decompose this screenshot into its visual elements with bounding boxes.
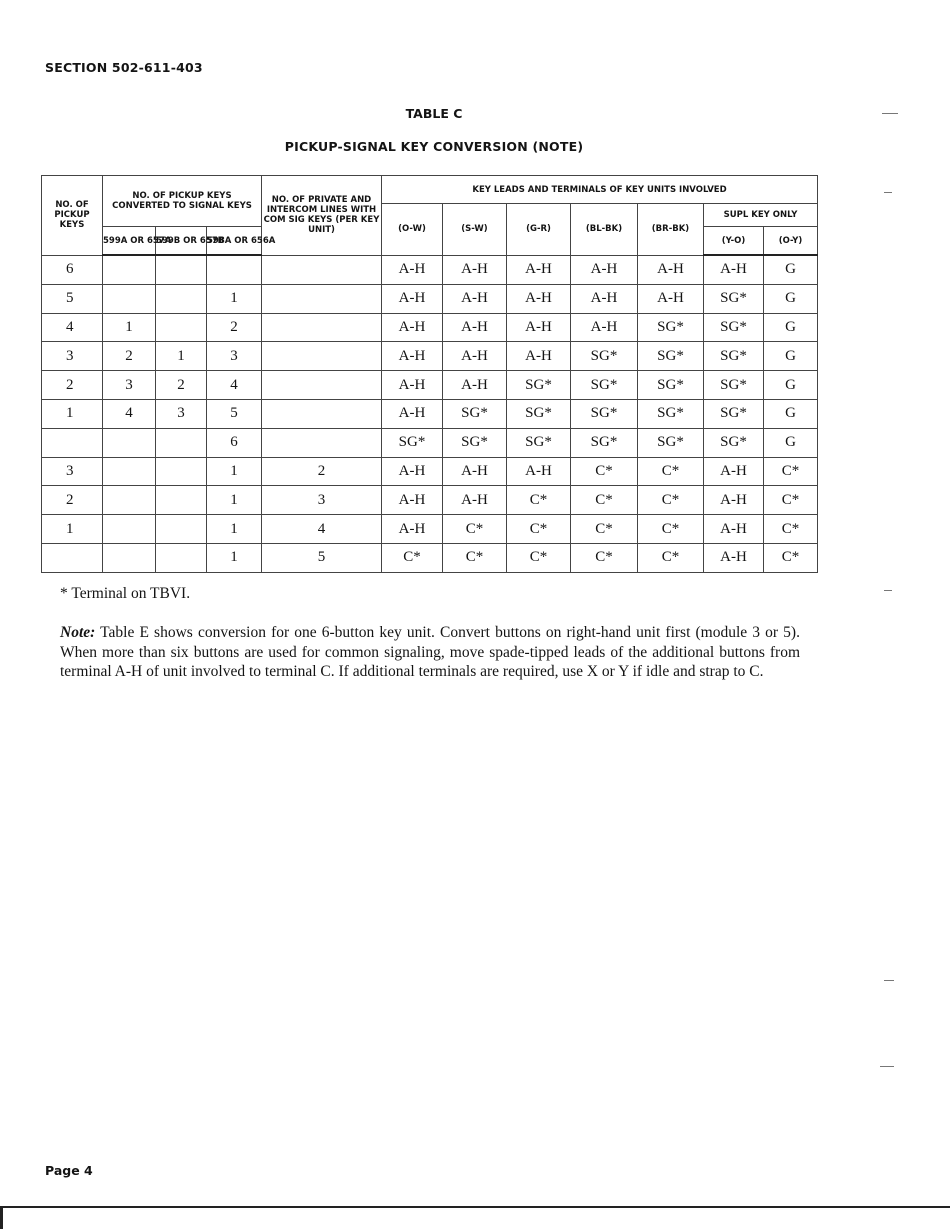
table-cell: 4: [103, 399, 156, 428]
table-cell: SG*: [443, 428, 507, 457]
corner-mark: [0, 1208, 3, 1229]
table-cell: C*: [382, 543, 443, 572]
header-599a-657a: 599A OR 657A: [103, 227, 156, 256]
table-cell: 6: [207, 428, 262, 457]
table-cell: G: [764, 313, 818, 342]
table-cell: C*: [571, 486, 638, 515]
table-cell: 5: [42, 284, 103, 313]
table-cell: [262, 399, 382, 428]
table-cell: [262, 284, 382, 313]
header-supl-key-only: SUPL KEY ONLY: [704, 204, 818, 227]
header-sw: (S-W): [443, 204, 507, 256]
table-body: [42, 255, 818, 572]
table-cell: C*: [443, 543, 507, 572]
table-cell: SG*: [638, 371, 704, 400]
table-cell: 3: [262, 486, 382, 515]
table-cell: [103, 457, 156, 486]
table-cell: SG*: [704, 399, 764, 428]
table-row: [42, 543, 818, 572]
header-599b-657b: 599B OR 657B: [156, 227, 207, 256]
table-cell: 3: [103, 371, 156, 400]
table-cell: 4: [262, 515, 382, 544]
table-cell: [103, 284, 156, 313]
table-cell: SG*: [443, 399, 507, 428]
table-cell: A-H: [507, 255, 571, 284]
table-cell: A-H: [443, 313, 507, 342]
table-cell: [42, 543, 103, 572]
table-cell: [156, 284, 207, 313]
table-cell: SG*: [571, 428, 638, 457]
margin-mark: [884, 590, 892, 591]
table-cell: [103, 486, 156, 515]
table-cell: A-H: [704, 515, 764, 544]
table-cell: G: [764, 342, 818, 371]
table-cell: A-H: [638, 255, 704, 284]
table-cell: C*: [764, 543, 818, 572]
table-cell: SG*: [704, 371, 764, 400]
table-cell: A-H: [507, 457, 571, 486]
table-cell: SG*: [507, 371, 571, 400]
table-cell: A-H: [382, 515, 443, 544]
table-cell: [103, 428, 156, 457]
table-cell: [262, 371, 382, 400]
table-row: [42, 486, 818, 515]
table-cell: SG*: [638, 342, 704, 371]
footnote: * Terminal on TBVI.: [60, 585, 191, 602]
margin-mark: [882, 113, 898, 114]
table-row: [42, 284, 818, 313]
table-row: [42, 255, 818, 284]
table-cell: C*: [638, 543, 704, 572]
table-cell: C*: [507, 486, 571, 515]
table-cell: SG*: [638, 399, 704, 428]
table-cell: 5: [262, 543, 382, 572]
table-cell: A-H: [382, 486, 443, 515]
table-cell: C*: [764, 486, 818, 515]
header-yo: (Y-O): [704, 227, 764, 256]
table-cell: SG*: [571, 371, 638, 400]
table-cell: [262, 313, 382, 342]
header-598a-656a: 598A OR 656A: [207, 227, 262, 256]
table-subtitle: PICKUP-SIGNAL KEY CONVERSION (NOTE): [284, 139, 584, 154]
table-cell: A-H: [704, 457, 764, 486]
table-cell: SG*: [704, 342, 764, 371]
table-cell: G: [764, 428, 818, 457]
table-cell: [42, 428, 103, 457]
table-cell: [156, 515, 207, 544]
table-cell: 1: [207, 515, 262, 544]
header-private-intercom-lines: NO. OF PRIVATE AND INTERCOM LINES WITH COM SIG KEYS (PER KEY UNIT): [262, 176, 382, 256]
bottom-rule: [0, 1206, 950, 1208]
table-row: [42, 371, 818, 400]
table-cell: A-H: [507, 342, 571, 371]
page-number: Page 4: [45, 1163, 93, 1178]
table-cell: A-H: [638, 284, 704, 313]
table-cell: [262, 255, 382, 284]
table-cell: A-H: [571, 255, 638, 284]
table-cell: SG*: [704, 428, 764, 457]
margin-mark: [884, 980, 894, 981]
table-cell: C*: [571, 457, 638, 486]
table-cell: 1: [207, 284, 262, 313]
table-cell: A-H: [382, 399, 443, 428]
table-cell: C*: [571, 515, 638, 544]
table-cell: SG*: [571, 399, 638, 428]
table-cell: 3: [156, 399, 207, 428]
table-cell: [156, 428, 207, 457]
table-cell: SG*: [571, 342, 638, 371]
table-cell: A-H: [443, 371, 507, 400]
table-cell: G: [764, 255, 818, 284]
table-cell: A-H: [443, 284, 507, 313]
table-cell: SG*: [638, 428, 704, 457]
table-cell: 3: [42, 457, 103, 486]
table-cell: 3: [42, 342, 103, 371]
table-cell: A-H: [382, 255, 443, 284]
table-cell: [156, 543, 207, 572]
header-no-of-pickup-keys: NO. OF PICKUP KEYS: [42, 176, 103, 256]
conversion-table-container: [41, 175, 818, 573]
table-cell: 1: [156, 342, 207, 371]
table-row: [42, 313, 818, 342]
table-cell: [156, 313, 207, 342]
header-gr: (G-R): [507, 204, 571, 256]
table-cell: A-H: [443, 255, 507, 284]
table-cell: C*: [638, 457, 704, 486]
table-cell: A-H: [704, 486, 764, 515]
conversion-table: [41, 175, 818, 573]
table-row: [42, 399, 818, 428]
table-cell: 4: [207, 371, 262, 400]
table-cell: A-H: [382, 284, 443, 313]
note-paragraph: [60, 623, 800, 682]
table-cell: [103, 515, 156, 544]
table-cell: C*: [764, 457, 818, 486]
table-cell: A-H: [571, 313, 638, 342]
table-cell: 1: [207, 486, 262, 515]
table-cell: [207, 255, 262, 284]
margin-mark: [884, 192, 892, 193]
table-cell: G: [764, 284, 818, 313]
table-cell: 1: [207, 543, 262, 572]
header-ow: (O-W): [382, 204, 443, 256]
header-key-leads-terminals: KEY LEADS AND TERMINALS OF KEY UNITS INVOLVED: [382, 176, 818, 204]
table-cell: [156, 255, 207, 284]
table-cell: SG*: [507, 428, 571, 457]
table-cell: [103, 255, 156, 284]
table-cell: A-H: [382, 313, 443, 342]
table-cell: G: [764, 399, 818, 428]
margin-mark: [880, 1066, 894, 1067]
table-cell: A-H: [443, 457, 507, 486]
table-cell: SG*: [638, 313, 704, 342]
table-cell: 1: [42, 399, 103, 428]
table-cell: A-H: [443, 342, 507, 371]
table-cell: SG*: [382, 428, 443, 457]
table-cell: [262, 428, 382, 457]
table-cell: [262, 342, 382, 371]
table-cell: 1: [207, 457, 262, 486]
table-cell: 3: [207, 342, 262, 371]
table-row: [42, 515, 818, 544]
table-cell: C*: [507, 543, 571, 572]
table-cell: SG*: [704, 313, 764, 342]
table-cell: A-H: [443, 486, 507, 515]
header-blbk: (BL-BK): [571, 204, 638, 256]
table-cell: 5: [207, 399, 262, 428]
table-cell: 2: [207, 313, 262, 342]
section-header: SECTION 502-611-403: [45, 60, 203, 75]
table-row: [42, 428, 818, 457]
table-cell: SG*: [704, 284, 764, 313]
table-cell: 2: [103, 342, 156, 371]
table-cell: 2: [42, 371, 103, 400]
table-cell: C*: [764, 515, 818, 544]
table-cell: A-H: [382, 457, 443, 486]
note-label: Note:: [60, 624, 96, 641]
header-brbk: (BR-BK): [638, 204, 704, 256]
table-cell: A-H: [507, 313, 571, 342]
table-cell: G: [764, 371, 818, 400]
table-cell: [156, 486, 207, 515]
table-cell: A-H: [507, 284, 571, 313]
table-cell: 4: [42, 313, 103, 342]
table-cell: A-H: [571, 284, 638, 313]
table-cell: C*: [638, 515, 704, 544]
table-title: TABLE C: [405, 106, 463, 121]
table-cell: 2: [156, 371, 207, 400]
table-cell: A-H: [382, 342, 443, 371]
table-cell: A-H: [704, 543, 764, 572]
table-cell: C*: [443, 515, 507, 544]
note-text: Table E shows conversion for one 6-button key unit. Convert buttons on right-hand unit first (module 3 or 5). When more than six buttons are used for common signaling, move spade-tipped leads of the additional buttons from terminal A-H of unit involved to terminal C. If additional terminals are required, use X or Y if idle and strap to C.: [60, 624, 800, 680]
header-converted-to-signal-keys: NO. OF PICKUP KEYS CONVERTED TO SIGNAL KEYS: [103, 176, 262, 227]
table-cell: 2: [42, 486, 103, 515]
table-row: [42, 342, 818, 371]
header-oy: (O-Y): [764, 227, 818, 256]
table-cell: [103, 543, 156, 572]
table-cell: A-H: [382, 371, 443, 400]
table-cell: 2: [262, 457, 382, 486]
table-row: [42, 457, 818, 486]
table-cell: C*: [507, 515, 571, 544]
table-cell: C*: [638, 486, 704, 515]
table-cell: 1: [103, 313, 156, 342]
table-cell: C*: [571, 543, 638, 572]
table-cell: SG*: [507, 399, 571, 428]
table-cell: [156, 457, 207, 486]
table-cell: A-H: [704, 255, 764, 284]
table-cell: 1: [42, 515, 103, 544]
table-cell: 6: [42, 255, 103, 284]
